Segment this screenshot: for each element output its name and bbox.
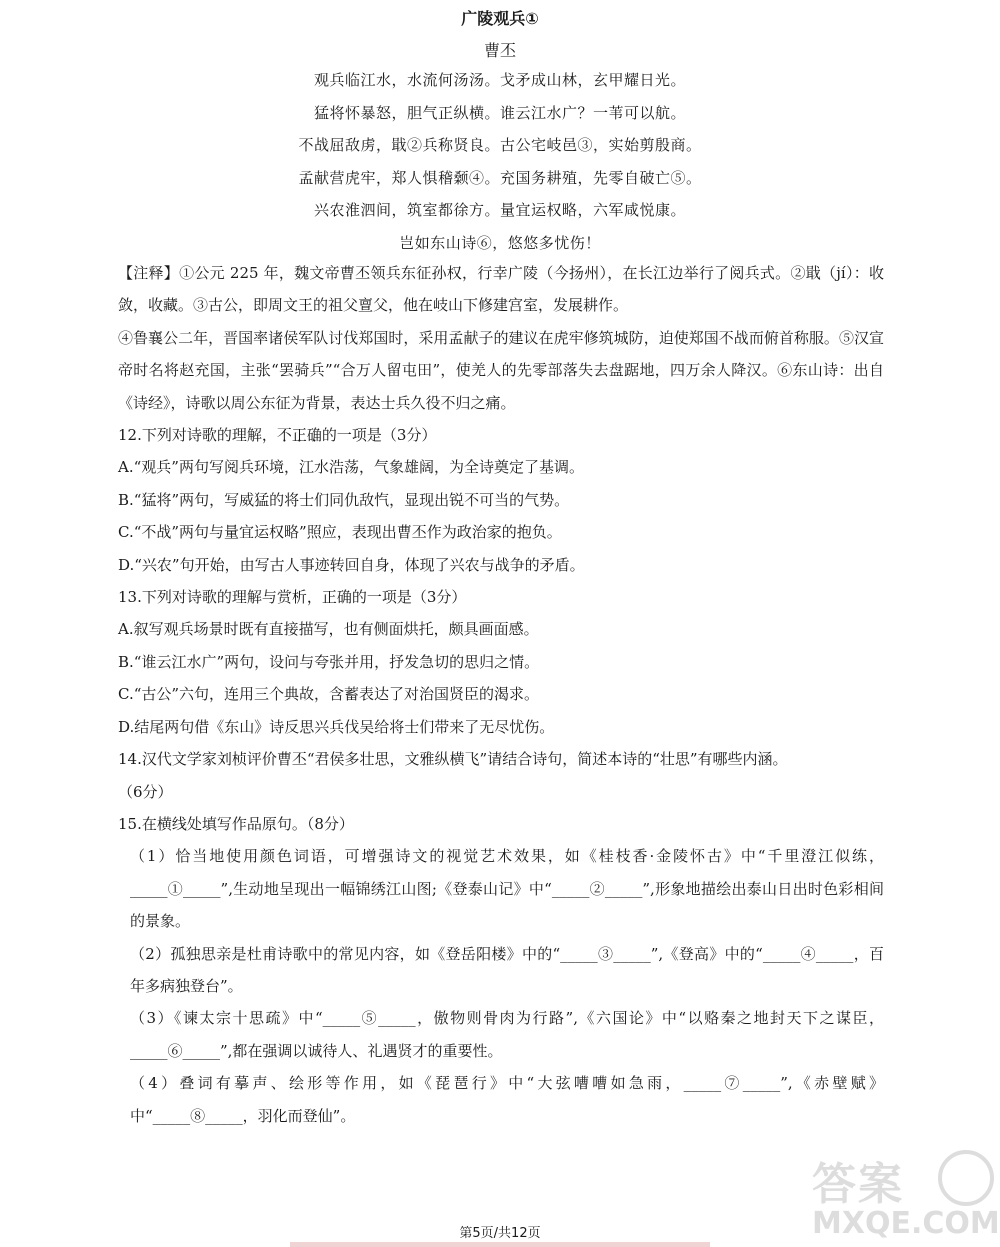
q12-stem-post: 的一项是（3分） <box>321 426 437 445</box>
q15-part-1: （1）恰当地使用颜色词语，可增强诗文的视觉艺术效果，如《桂枝香·金陵怀古》中“千里澄江似练，_____①_____”,生动地呈现出一幅锦绣江山图;《登泰山记》中“_____②_____”,形象地描绘出泰山日出时色彩相间的景象。 <box>130 847 884 931</box>
poem-title: 广陵观兵① <box>461 9 539 28</box>
watermark-ring-icon <box>938 1150 994 1206</box>
q12-option-d: D.“兴农”句开始，由写古人事迹转回自身，体现了兴农与战争的矛盾。 <box>118 555 585 574</box>
poem-body <box>0 64 1000 259</box>
q12-option-b: B.“猛将”两句，写威猛的将士们同仇敌忾，显现出锐不可当的气势。 <box>118 490 570 509</box>
emphasis-char: 确 <box>306 426 322 445</box>
watermark-en: MXQE.COM <box>812 1206 1000 1241</box>
q13-option-d: D.结尾两句借《东山》诗反思兴兵伐吴给将士们带来了无尽忧伤。 <box>118 717 555 736</box>
cropped-footer-strip <box>290 1242 710 1247</box>
question-15-stem: 15.在横线处填写作品原句。（8分） <box>118 814 354 833</box>
poem-author: 曹丕 <box>483 41 516 60</box>
question-14-score: （6分） <box>118 782 173 801</box>
question-body <box>118 257 884 1132</box>
annotation-paragraph: ④鲁襄公二年，晋国率诸侯军队讨伐郑国时，采用孟献子的建议在虎牢修筑城防，迫使郑国不战而俯首称服。⑤汉宣帝时名将赵充国，主张“罢骑兵”“合万人留屯田”，使羌人的先零部落失去盘踞地，四万余人降汉。⑥东山诗：出自《诗经》，诗歌以周公东征为背景，表达士兵久役不归之痛。 <box>118 328 884 412</box>
q15-part-4: （4）叠词有摹声、绘形等作用，如《琵琶行》中“大弦嘈嘈如急雨，_____⑦_____”,《赤壁赋》中“_____⑧_____，羽化而登仙”。 <box>130 1074 884 1125</box>
q13-option-c: C.“古公”六句，连用三个典故，含蓄表达了对治国贤臣的渴求。 <box>118 685 540 704</box>
poem-line: 观兵临江水，水流何汤汤。戈矛成山林，玄甲耀日光。 <box>313 71 686 89</box>
watermark-cn: 答案 <box>812 1159 904 1210</box>
q15-part-3: （3）《谏太宗十思疏》中“_____⑤_____，傲物则骨肉为行路”,《六国论》中“以赂秦之地封天下之谋臣，_____⑥_____”,都在强调以诚待人、礼遇贤才的重要性。 <box>130 1009 884 1060</box>
annotation-paragraph: 【注释】①公元 225 年，魏文帝曹丕领兵东征孙权，行幸广陵（今扬州），在长江边举行了阅兵式。②戢（jí）：收敛，收藏。③古公，即周文王的祖父亶父，他在岐山下修建宫室，发展耕作。 <box>118 264 884 315</box>
poem-line: 岂如东山诗⑥，悠悠多忧伤！ <box>399 233 601 252</box>
question-12-stem <box>118 419 884 451</box>
poem-line: 不战屈敌虏，戢②兵称贤良。古公宅岐邑③，实始剪殷商。 <box>298 136 702 154</box>
q12-option-a: A.“观兵”两句写阅兵环境，江水浩荡，气象雄阔，为全诗奠定了基调。 <box>118 458 584 477</box>
q12-stem-pre: 12.下列对诗歌的理解， <box>118 426 277 445</box>
poem-line: 猛将怀暴怒，胆气正纵横。谁云江水广？一苇可以航。 <box>313 103 686 122</box>
question-14-stem: 14.汉代文学家刘桢评价曹丕“君侯多壮思，文雅纵横飞”请结合诗句，简述本诗的“壮思”有哪些内涵。 <box>118 750 788 769</box>
emphasis-char: 不 <box>276 426 292 445</box>
q13-option-b: B.“谁云江水广”两句，设问与夸张并用，抒发急切的思归之情。 <box>118 652 540 671</box>
emphasis-char: 正 <box>291 426 307 445</box>
page-footer: 第5页/共12页 <box>459 1226 541 1241</box>
q13-option-a: A.叙写观兵场景时既有直接描写，也有侧面烘托，颇具画面感。 <box>118 620 539 639</box>
q15-part-2: （2）孤独思亲是杜甫诗歌中的常见内容，如《登岳阳楼》中的“_____③_____”,《登高》中的“_____④_____，百年多病独登台”。 <box>130 944 884 995</box>
question-13-stem: 13.下列对诗歌的理解与赏析，正确的一项是（3分） <box>118 588 467 607</box>
q12-option-c: C.“不战”两句与量宜运权略”照应，表现出曹丕作为政治家的抱负。 <box>118 523 562 542</box>
poem-line: 兴农淮泗间，筑室都徐方。量宜运权略，六军咸悦康。 <box>313 201 686 219</box>
poem-line: 孟献营虎牢，郑人惧稽颡④。充国务耕殖，先零自破亡⑤。 <box>298 168 702 187</box>
